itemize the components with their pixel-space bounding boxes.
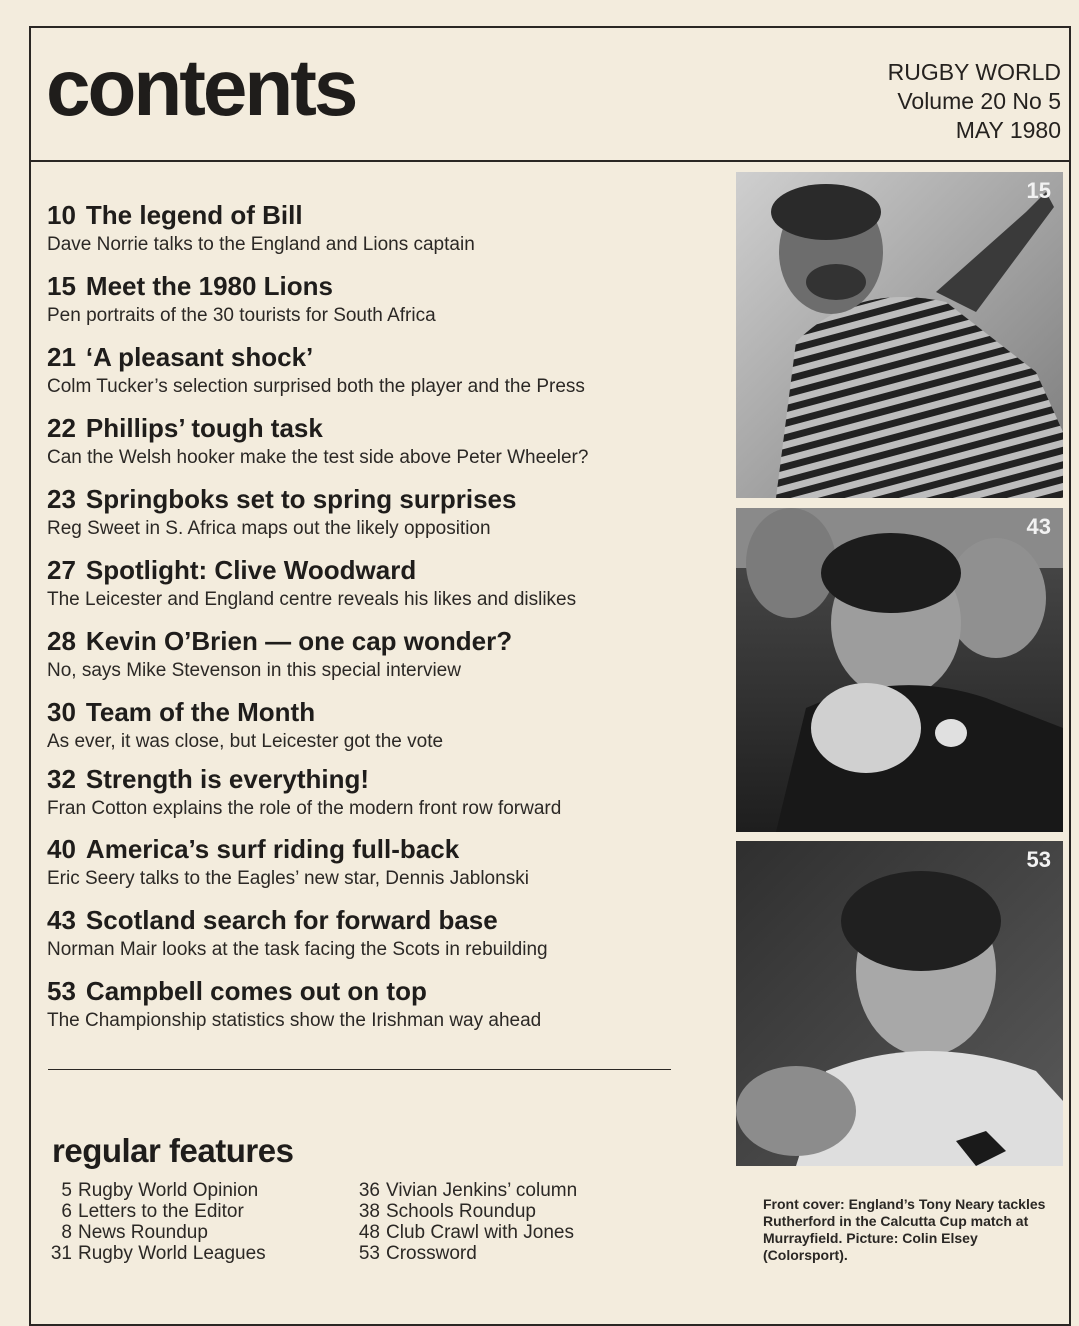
page-title: contents bbox=[46, 43, 356, 132]
feature-item[interactable] bbox=[348, 1243, 577, 1264]
article-subtitle: No, says Mike Stevenson in this special interview bbox=[47, 660, 461, 681]
article-page: 10 bbox=[47, 200, 76, 230]
article-title: The legend of Bill bbox=[85, 200, 303, 230]
rugby-player-photo-icon bbox=[736, 841, 1063, 1166]
article-entry[interactable] bbox=[47, 555, 576, 613]
article-title: Phillips’ tough task bbox=[85, 413, 323, 443]
photo-page-number: 43 bbox=[1026, 514, 1051, 539]
article-entry[interactable] bbox=[47, 200, 475, 258]
article-entry[interactable] bbox=[47, 834, 529, 892]
article-entry[interactable] bbox=[47, 764, 561, 822]
article-entry[interactable] bbox=[47, 905, 548, 963]
article-title: Springboks set to spring surprises bbox=[85, 484, 517, 514]
feature-page: 53 bbox=[358, 1243, 380, 1264]
feature-page: 36 bbox=[358, 1180, 380, 1201]
article-title: Strength is everything! bbox=[85, 764, 370, 794]
article-title: Spotlight: Clive Woodward bbox=[85, 555, 417, 585]
volume-number: Volume 20 No 5 bbox=[897, 88, 1061, 114]
article-page: 53 bbox=[47, 976, 76, 1006]
article-page: 40 bbox=[47, 834, 76, 864]
feature-item[interactable] bbox=[40, 1180, 266, 1201]
article-subtitle: Can the Welsh hooker make the test side above Peter Wheeler? bbox=[47, 447, 589, 468]
masthead bbox=[888, 58, 1061, 145]
feature-item[interactable] bbox=[348, 1180, 577, 1201]
magazine-name: RUGBY WORLD bbox=[887, 59, 1061, 85]
photo-page-15[interactable] bbox=[736, 172, 1063, 498]
rugby-player-photo-icon bbox=[736, 172, 1063, 498]
article-entry[interactable] bbox=[47, 976, 541, 1034]
header-divider bbox=[29, 160, 1071, 162]
issue-date: MAY 1980 bbox=[955, 117, 1061, 143]
features-list-left bbox=[40, 1180, 266, 1264]
article-title: Team of the Month bbox=[85, 697, 316, 727]
feature-page: 48 bbox=[358, 1222, 380, 1243]
features-list-right bbox=[348, 1180, 577, 1264]
article-entry[interactable] bbox=[47, 484, 516, 542]
feature-item[interactable] bbox=[40, 1201, 266, 1222]
article-subtitle: Reg Sweet in S. Africa maps out the likely opposition bbox=[47, 518, 491, 539]
article-page: 32 bbox=[47, 764, 76, 794]
article-subtitle: Pen portraits of the 30 tourists for South Africa bbox=[47, 305, 436, 326]
feature-page: 31 bbox=[50, 1243, 72, 1264]
article-subtitle: Dave Norrie talks to the England and Lions captain bbox=[47, 234, 475, 255]
feature-item[interactable] bbox=[40, 1243, 266, 1264]
feature-item[interactable] bbox=[348, 1222, 577, 1243]
feature-label: Rugby World Opinion bbox=[78, 1180, 259, 1201]
feature-page: 5 bbox=[61, 1180, 72, 1201]
cover-caption: Front cover: England’s Tony Neary tackles Rutherford in the Calcutta Cup match at Murrayfield. Picture: Colin Elsey (Colorsport). bbox=[763, 1196, 1046, 1263]
article-page: 28 bbox=[47, 626, 76, 656]
article-subtitle: The Championship statistics show the Irishman way ahead bbox=[47, 1010, 542, 1031]
article-page: 43 bbox=[47, 905, 76, 935]
photo-page-number: 15 bbox=[1026, 178, 1051, 203]
feature-label: Letters to the Editor bbox=[78, 1201, 244, 1222]
article-subtitle: Norman Mair looks at the task facing the Scots in rebuilding bbox=[47, 939, 548, 960]
article-title: ‘A pleasant shock’ bbox=[85, 342, 314, 372]
feature-page: 38 bbox=[358, 1201, 380, 1222]
article-page: 23 bbox=[47, 484, 76, 514]
regular-features-heading: regular features bbox=[52, 1132, 294, 1169]
feature-label: Vivian Jenkins’ column bbox=[386, 1180, 578, 1201]
article-subtitle: Eric Seery talks to the Eagles’ new star, Dennis Jablonski bbox=[47, 868, 529, 889]
feature-page: 6 bbox=[61, 1201, 72, 1222]
article-page: 15 bbox=[47, 271, 76, 301]
article-subtitle: Fran Cotton explains the role of the modern front row forward bbox=[47, 798, 562, 819]
article-subtitle: The Leicester and England centre reveals his likes and dislikes bbox=[47, 589, 577, 610]
photo-page-number: 53 bbox=[1026, 847, 1051, 872]
article-title: Kevin O’Brien — one cap wonder? bbox=[85, 626, 513, 656]
photo-page-43[interactable] bbox=[736, 508, 1063, 832]
article-page: 30 bbox=[47, 697, 76, 727]
article-title: Scotland search for forward base bbox=[85, 905, 498, 935]
feature-label: News Roundup bbox=[78, 1222, 208, 1243]
feature-page: 8 bbox=[61, 1222, 72, 1243]
feature-label: Rugby World Leagues bbox=[78, 1243, 266, 1264]
rugby-player-photo-icon bbox=[736, 508, 1063, 832]
article-subtitle: As ever, it was close, but Leicester got the vote bbox=[47, 731, 444, 752]
feature-item[interactable] bbox=[40, 1222, 266, 1243]
feature-item[interactable] bbox=[348, 1201, 577, 1222]
article-entry[interactable] bbox=[47, 342, 585, 400]
article-page: 27 bbox=[47, 555, 76, 585]
feature-label: Crossword bbox=[386, 1243, 477, 1264]
feature-label: Club Crawl with Jones bbox=[386, 1222, 574, 1243]
article-title: Campbell comes out on top bbox=[85, 976, 427, 1006]
article-page: 21 bbox=[47, 342, 76, 372]
article-page: 22 bbox=[47, 413, 76, 443]
photo-page-53[interactable] bbox=[736, 841, 1063, 1166]
feature-label: Schools Roundup bbox=[386, 1201, 536, 1222]
article-title: Meet the 1980 Lions bbox=[85, 271, 333, 301]
article-entry[interactable] bbox=[47, 271, 436, 329]
article-title: America’s surf riding full-back bbox=[85, 834, 460, 864]
article-entry[interactable] bbox=[47, 413, 588, 471]
section-divider bbox=[48, 1069, 671, 1070]
article-entry[interactable] bbox=[47, 697, 443, 755]
article-entry[interactable] bbox=[47, 626, 512, 684]
article-subtitle: Colm Tucker’s selection surprised both the player and the Press bbox=[47, 376, 585, 397]
